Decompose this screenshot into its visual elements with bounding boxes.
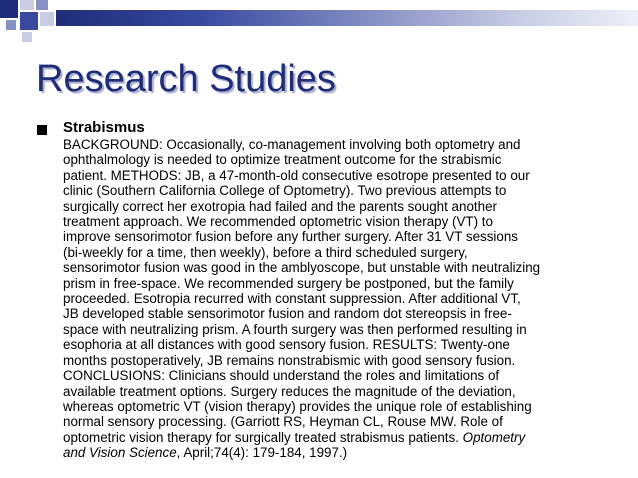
abstract-line: surgically correct her exotropia had failed and the parents sought another	[63, 198, 497, 214]
decor-square	[22, 32, 32, 42]
decor-square	[0, 0, 18, 18]
abstract-line: treatment approach. We recommended optometric vision therapy (VT) to	[63, 214, 493, 230]
decor-square	[40, 12, 54, 26]
abstract-line: patient. METHODS: JB, a 47-month-old consecutive esotrope presented to our	[63, 167, 530, 183]
abstract-line: improve sensorimotor fusion before any further surgery. After 31 VT sessions	[63, 229, 518, 245]
bullet-heading: Strabismus	[63, 119, 145, 136]
abstract-line: sensorimotor fusion was good in the amblyoscope, but unstable with neutralizing	[63, 260, 541, 276]
abstract-line: BACKGROUND: Occasionally, co-management involving both optometry and	[63, 137, 521, 152]
abstract-line: months postoperatively, JB remains nonstrabismic with good sensory fusion.	[63, 352, 516, 368]
abstract-line: esophoria at all distances with good sensory fusion. RESULTS: Twenty-one	[63, 337, 510, 353]
decor-square	[36, 0, 48, 10]
abstract-line: whereas optometric VT (vision therapy) provides the unique role of establishing	[63, 398, 532, 414]
citation-text: optometric vision therapy for surgically treated strabismus patients.	[63, 429, 463, 445]
journal-name-part: and Vision Science	[63, 445, 177, 461]
slide-title: Research Studies	[36, 58, 336, 100]
decor-square	[20, 0, 34, 10]
abstract-line: space with neutralizing prism. A fourth surgery was then performed resulting in	[63, 321, 527, 337]
abstract-line: proceeded. Esotropia recurred with constant suppression. After additional VT,	[63, 291, 521, 307]
abstract-line: prism in free-space. We recommended surgery be postponed, but the family	[63, 275, 514, 291]
bullet-content	[63, 119, 619, 461]
journal-name-part: Optometry	[462, 429, 526, 445]
abstract-line: clinic (Southern California College of Optometry). Two previous attempts to	[63, 183, 507, 199]
bullet-square-icon	[37, 125, 47, 135]
abstract-text	[63, 137, 619, 461]
citation-details: , April;74(4): 179-184, 1997.)	[176, 445, 348, 461]
abstract-line: available treatment options. Surgery reduces the magnitude of the deviation,	[63, 383, 516, 399]
abstract-line: (bi-weekly for a time, then weekly), before a third scheduled surgery,	[63, 244, 468, 260]
abstract-line: ophthalmology is needed to optimize treatment outcome for the strabismic	[63, 152, 502, 168]
abstract-line: JB developed stable sensorimotor fusion and random dot stereopsis in free-	[63, 306, 512, 322]
header-gradient-bar	[56, 10, 638, 26]
abstract-line: CONCLUSIONS: Clinicians should understand the roles and limitations of	[63, 368, 500, 384]
decor-square	[20, 12, 38, 30]
citation-last-line	[63, 445, 619, 460]
abstract-line: normal sensory processing. (Garriott RS, Heyman CL, Rouse MW. Role of	[63, 414, 503, 430]
decor-square	[6, 20, 16, 30]
citation-line	[63, 430, 619, 445]
header-decoration-squares	[0, 0, 60, 44]
